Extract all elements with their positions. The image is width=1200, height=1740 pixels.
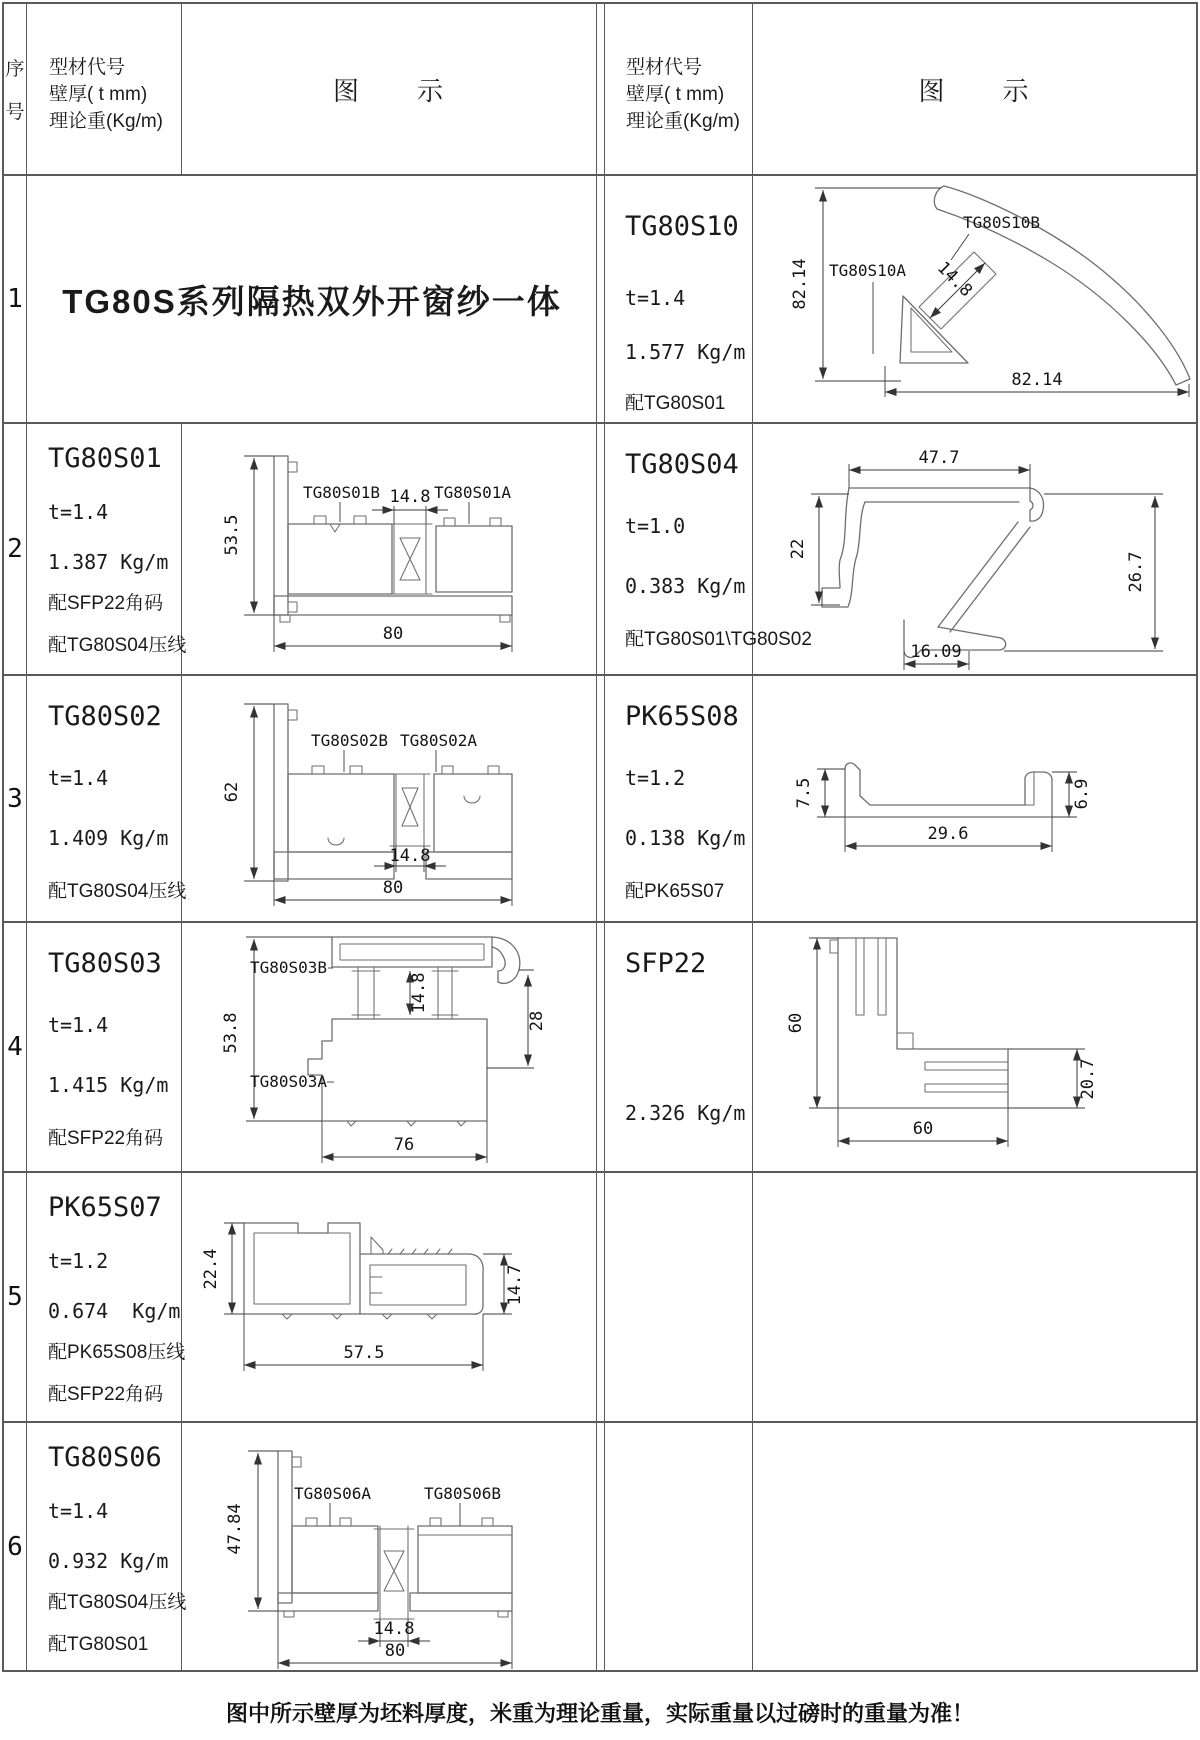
profile-outline: [274, 456, 512, 622]
profile-code: PK65S07: [48, 1192, 162, 1223]
empty-info-cell: [605, 1173, 752, 1421]
unit-weight: 1.577 Kg/m: [625, 340, 746, 364]
cross-section-drawing: [753, 176, 1196, 422]
header-serial: [4, 4, 26, 174]
wall-thickness: t=1.4: [48, 1013, 109, 1037]
profile-info-tg80s06: [28, 1423, 187, 1670]
unit-weight: 2.326 Kg/m: [625, 1101, 746, 1125]
profile-diagram-tg80s06: [182, 1423, 596, 1670]
unit-weight: 0.932 Kg/m: [48, 1549, 169, 1573]
row-number-2: 2: [7, 534, 23, 564]
dim-left-label: 22.4: [201, 1248, 221, 1290]
header-serial-bottom: 号: [5, 102, 25, 123]
match-note: 配TG80S04压线: [48, 1592, 187, 1613]
profile-info-tg80s01: [28, 424, 187, 674]
part-label-b: TG80S03B: [250, 958, 328, 977]
match-note: 配SFP22角码: [48, 1128, 164, 1149]
header-spec-line3: 理论重(Kg/m): [49, 111, 164, 132]
header-spec-left: [28, 4, 181, 174]
dim-width-label: 80: [384, 1641, 406, 1661]
match-note: 配SFP22角码: [48, 593, 164, 614]
profile-outline: [278, 1451, 512, 1619]
profile-info-pk65s07: [28, 1173, 186, 1421]
part-label-a: TG80S02A: [400, 731, 478, 750]
dim-mid-label: 14.8: [409, 972, 429, 1014]
header-serial-top: 序: [5, 59, 25, 80]
profile-outline: [244, 1223, 483, 1319]
dim-right-label: 28: [527, 1010, 547, 1032]
profile-diagram-pk65s08: [753, 676, 1196, 921]
profile-info-sfp22: [605, 923, 752, 1171]
profile-info-tg80s10: [605, 176, 752, 422]
part-label-a: TG80S01A: [434, 483, 512, 502]
profile-diagram-tg80s04: [753, 424, 1196, 674]
wall-thickness: t=1.0: [625, 514, 686, 538]
profile-diagram-tg80s10: [753, 176, 1196, 422]
profile-diagram-tg80s01: [182, 424, 596, 674]
profile-code: PK65S08: [625, 701, 739, 732]
match-note: 配TG80S01\TG80S02: [625, 629, 812, 650]
profile-code: TG80S01: [48, 443, 162, 474]
header-diagram-right: 图 示: [918, 75, 1031, 106]
dim-left-label: 60: [786, 1012, 806, 1034]
profile-info-tg80s02: [28, 676, 187, 921]
wall-thickness: t=1.2: [48, 1249, 109, 1273]
cross-section-drawing: [182, 1423, 596, 1670]
dim-height-label: 53.8: [221, 1012, 241, 1054]
dimensions: [201, 1223, 525, 1371]
cross-section-drawing: [753, 424, 1196, 674]
profile-code: SFP22: [625, 948, 707, 979]
match-note: 配TG80S04压线: [48, 635, 187, 656]
unit-weight: 1.415 Kg/m: [48, 1073, 169, 1097]
dim-width-label: 76: [393, 1135, 415, 1155]
empty-info-cell: [605, 1423, 752, 1670]
dim-width-label: 80: [382, 624, 404, 644]
profile-outline: [822, 488, 1043, 657]
profile-code: TG80S02: [48, 701, 162, 732]
dim-width-label: 57.5: [343, 1343, 385, 1363]
dim-mid-label: 14.8: [389, 846, 431, 866]
dim-bottom-label: 16.09: [910, 642, 962, 662]
dim-mid-label: 14.8: [389, 487, 431, 507]
match-note: 配TG80S04压线: [48, 881, 187, 902]
series-title: TG80S系列隔热双外开窗纱一体: [62, 282, 562, 320]
dim-height-label: 62: [222, 781, 242, 803]
dim-width-label: 80: [382, 878, 404, 898]
part-label-b: TG80S02B: [311, 731, 389, 750]
header-diagram-left: 图 示: [332, 75, 445, 106]
dim-height-label: 82.14: [790, 258, 810, 310]
unit-weight: 0.138 Kg/m: [625, 826, 746, 850]
wall-thickness: t=1.4: [48, 1499, 109, 1523]
wall-thickness: t=1.4: [625, 286, 686, 310]
row-number-6: 6: [7, 1531, 23, 1562]
dimensions: [788, 448, 1163, 670]
profile-outline: [308, 937, 520, 1126]
dim-height-label: 53.5: [222, 514, 242, 556]
match-note: 配PK65S08压线: [48, 1342, 186, 1363]
profile-diagram-tg80s02: [182, 676, 596, 921]
profile-outline: [845, 763, 1052, 817]
header-spec-line3: 理论重(Kg/m): [626, 111, 741, 132]
row-number-4: 4: [7, 1032, 23, 1062]
part-label-a: TG80S06A: [294, 1484, 372, 1503]
header-spec-line2: 壁厚( t mm): [626, 84, 725, 105]
dim-top-label: 47.7: [918, 448, 960, 468]
dim-width-label: 82.14: [1011, 370, 1063, 390]
profile-outline: [830, 938, 1008, 1108]
wall-thickness: t=1.4: [48, 766, 109, 790]
profile-outline: [900, 186, 1190, 385]
header-spec-line1: 型材代号: [49, 57, 126, 78]
cross-section-drawing: [182, 1173, 596, 1421]
profile-diagram-tg80s03: [182, 923, 596, 1171]
part-label-b: TG80S06B: [424, 1484, 502, 1503]
grid-line: [1196, 2, 1198, 1672]
unit-weight: 0.383 Kg/m: [625, 574, 746, 598]
unit-weight: 0.674 Kg/m: [48, 1299, 181, 1323]
row-number-1: 1: [7, 284, 23, 314]
profile-info-pk65s08: [605, 676, 752, 921]
dim-width-label: 29.6: [927, 824, 969, 844]
match-note: 配TG80S01: [625, 393, 726, 414]
profile-code: TG80S06: [48, 1442, 162, 1473]
cross-section-drawing: [182, 676, 596, 921]
dim-left-label: 7.5: [794, 777, 814, 809]
cross-section-drawing: [753, 676, 1196, 921]
dim-right-label: 20.7: [1078, 1058, 1098, 1100]
dim-right-label: 26.7: [1126, 551, 1146, 593]
dim-height-label: 47.84: [225, 1503, 245, 1555]
dimensions: [794, 769, 1092, 852]
empty-diagram-cell: [753, 1173, 1196, 1421]
header-spec-right: [605, 4, 752, 174]
empty-diagram-cell: [753, 1423, 1196, 1670]
dim-left-label: 22: [788, 538, 808, 560]
dim-width-label: 60: [912, 1119, 934, 1139]
dimensions: [786, 938, 1098, 1147]
dim-mid-label: 14.8: [932, 257, 977, 302]
part-label-a: TG80S10A: [829, 261, 907, 280]
header-spec-line1: 型材代号: [626, 57, 703, 78]
header-spec-line2: 壁厚( t mm): [49, 84, 148, 105]
profile-code: TG80S04: [625, 449, 739, 480]
cross-section-drawing: [753, 923, 1196, 1171]
profile-code: TG80S03: [48, 948, 162, 979]
profile-info-tg80s03: [28, 923, 181, 1171]
part-label-b: TG80S01B: [303, 483, 381, 502]
part-label-b: TG80S10B: [963, 213, 1041, 232]
match-note: 配TG80S01: [48, 1634, 149, 1655]
dim-right-label: 6.9: [1072, 778, 1092, 810]
match-note: 配SFP22角码: [48, 1384, 164, 1405]
unit-weight: 1.409 Kg/m: [48, 826, 169, 850]
part-labels: [294, 1484, 501, 1526]
profile-diagram-pk65s07: [182, 1173, 596, 1421]
grid-line: [26, 2, 27, 1672]
cross-section-drawing: [182, 923, 596, 1171]
wall-thickness: t=1.4: [48, 500, 109, 524]
part-label-a: TG80S03A: [250, 1072, 328, 1091]
wall-thickness: t=1.2: [625, 766, 686, 790]
profile-code: TG80S10: [625, 211, 739, 242]
footer-note: 图中所示壁厚为坯料厚度，米重为理论重量，实际重量以过磅时的重量为准！: [225, 1701, 974, 1726]
dim-mid-label: 14.8: [373, 1619, 415, 1639]
cross-section-drawing: [182, 424, 596, 674]
part-labels: [250, 958, 334, 1091]
grid-line: [596, 2, 597, 1672]
row-number-5: 5: [7, 1282, 23, 1312]
dim-right-label: 14.7: [505, 1264, 525, 1306]
match-note: 配PK65S07: [625, 881, 725, 902]
profile-diagram-sfp22: [753, 923, 1196, 1171]
row-number-3: 3: [7, 783, 23, 814]
unit-weight: 1.387 Kg/m: [48, 550, 169, 574]
